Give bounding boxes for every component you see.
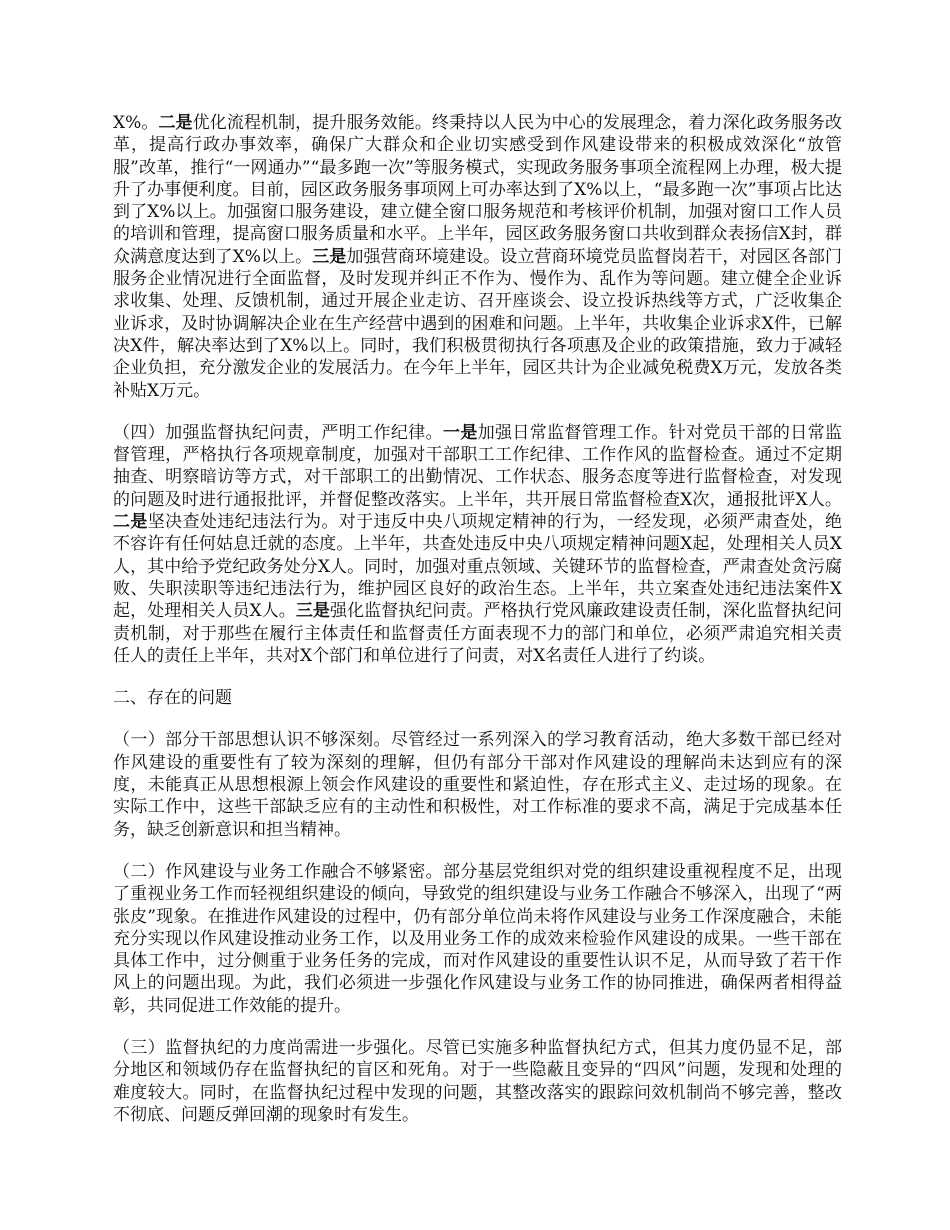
paragraph-service-efficiency bbox=[113, 112, 842, 402]
bold-marker: 三是 bbox=[295, 601, 330, 622]
bold-marker: 三是 bbox=[312, 246, 347, 267]
section-heading-problems bbox=[113, 687, 842, 709]
text-segment: 强化监督执纪问责。严格执行党风廉政建设责任制，深化监督执纪问责机制，对于那些在履行主体责任和监督责任方面表现不力的部门和单位，必须严肃追究相关责任人的责任上半年，共对X个部门和单位进行了问责，对X名责任人进行了约谈。 bbox=[113, 601, 842, 666]
text-segment: 加强营商环境建设。设立营商环境党员监督岗若干，对园区各部门服务企业情况进行全面监督，及时发现并纠正不作为、慢作为、乱作为等问题。建立健全企业诉求收集、处理、反馈机制，通过开展企业走访、召开座谈会、设立投诉热线等方式，广泛收集企业诉求，及时协调解决企业在生产经营中遇到的困难和问题。上半年，共收集企业诉求X件，已解决X件，解决率达到了X%以上。同时，我们积极贯彻执行各项惠及企业的政策措施，致力于减轻企业负担，充分激发企业的发展活力。在今年上半年，园区共计为企业减免税费X万元，发放各类补贴X万元。 bbox=[113, 246, 843, 401]
text-segment: X%。 bbox=[113, 113, 159, 133]
text-segment: 优化流程机制，提升服务效能。终秉持以人民为中心的发展理念，着力深化政务服务改革，提高行政办事效率，确保广大群众和企业切实感受到作风建设带来的积极成效深化“放管服”改革，推行“一网通办”“最多跑一次”等服务模式，实现政务服务事项全流程网上办理，极大提升了办事便利度。目前，园区政务服务事项网上可办率达到了X%以上，“最多跑一次”事项占比达到了X%以上。加强窗口服务建设，建立健全窗口服务规范和考核评价机制，加强对窗口工作人员的培训和管理，提高窗口服务质量和水平。上半年，园区政务服务窗口共收到群众表扬信X封，群众满意度达到了X%以上。 bbox=[113, 113, 843, 267]
text-segment: （二）作风建设与业务工作融合不够紧密。部分基层党组织对党的组织建设重视程度不足，出现了重视业务工作而轻视组织建设的倾向，导致党的组织建设与业务工作融合不够深入，出现了“两张皮”现象。在推进作风建设的过程中，仍有部分单位尚未将作风建设与业务工作深度融合，未能充分实现以作风建设推动业务工作，以及用业务工作的成效来检验作风建设的成果。一些干部在具体工作中，过分侧重于业务任务的完成，而对作风建设的重要性认识不足，从而导致了若干作风上的问题出现。为此，我们必须进一步强化作风建设与业务工作的协同推进，确保两者相得益彰，共同促进工作效能的提升。 bbox=[113, 861, 842, 1016]
paragraph-problem-3 bbox=[113, 1037, 842, 1126]
bold-marker: 二是 bbox=[158, 113, 193, 133]
document-body bbox=[113, 112, 842, 1146]
text-segment: （四）加强监督执纪问责，严明工作纪律。 bbox=[113, 422, 443, 443]
paragraph-problem-2 bbox=[113, 861, 842, 1017]
text-segment: （三）监督执纪的力度尚需进一步强化。尽管已实施多种监督执纪方式，但其力度仍显不足，部分地区和领域仍存在监督执纪的盲区和死角。对于一些隐蔽且变异的“四风”问题，发现和处理的难度较大。同时，在监督执纪过程中发现的问题，其整改落实的跟踪问效机制尚不够完善，整改不彻底、问题反弹回潮的现象时有发生。 bbox=[113, 1037, 842, 1125]
text-segment: 坚决查处违纪违法行为。对于违反中央八项规定精神的行为，一经发现，必须严肃查处，绝不容许有任何姑息迁就的态度。上半年，共查处违反中央八项规定精神问题X起，处理相关人员X人，其中给予党纪政务处分X人。同时，加强对重点领域、关键环节的监督检查，严肃查处贪污腐败、失职渎职等违纪违法行为，维护园区良好的政治生态。上半年，共立案查处违纪违法案件X起，处理相关人员X人。 bbox=[113, 512, 843, 622]
paragraph-problem-1 bbox=[113, 729, 842, 840]
bold-marker: 二是 bbox=[113, 512, 148, 533]
heading-text: 二、存在的问题 bbox=[113, 688, 232, 709]
text-segment: （一）部分干部思想认识不够深刻。尽管经过一系列深入的学习教育活动，绝大多数干部已经对作风建设的重要性有了较为深刻的理解，但仍有部分干部对作风建设的理解尚未达到应有的深度，未能真正从思想根源上领会作风建设的重要性和紧迫性，存在形式主义、走过场的现象。在实际工作中，这些干部缺乏应有的主动性和积极性，对工作标准的要求不高，满足于完成基本任务，缺乏创新意识和担当精神。 bbox=[113, 730, 842, 840]
text-segment: 加强日常监督管理工作。针对党员干部的日常监督管理，严格执行各项规章制度，加强对干部职工工作纪律、工作作风的监督检查。通过不定期抽查、明察暗访等方式，对干部职工的出勤情况、工作状态、服务态度等进行监督检查，对发现的问题及时进行通报批评，并督促整改落实。上半年，共开展日常监督检查X次，通报批评X人。 bbox=[113, 422, 843, 510]
bold-marker: 一是 bbox=[442, 422, 478, 443]
paragraph-supervision-discipline bbox=[113, 422, 842, 667]
